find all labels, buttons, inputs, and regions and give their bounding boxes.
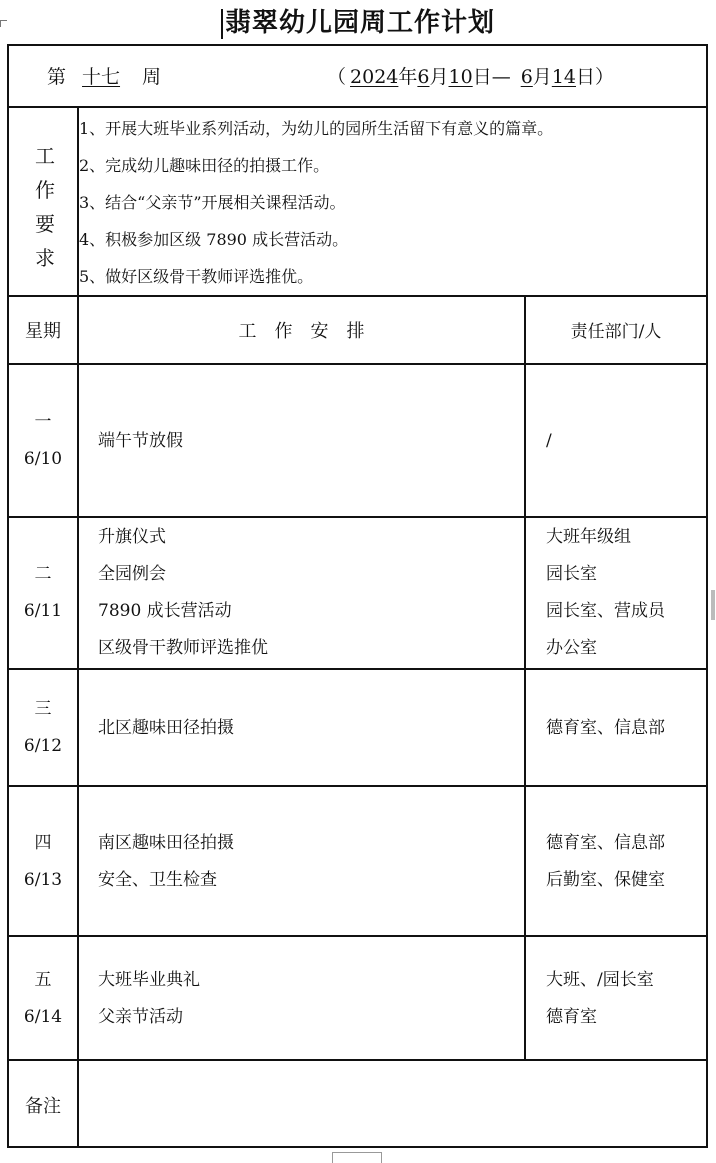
task-item[interactable]: 7890 成长营活动 xyxy=(98,601,232,621)
task-item[interactable]: 北区趣味田径拍摄 xyxy=(98,718,234,738)
task-list xyxy=(98,423,183,460)
weekday-cell xyxy=(9,691,77,765)
end-day[interactable]: 14 xyxy=(551,66,576,88)
row-divider xyxy=(9,785,706,787)
task-list xyxy=(98,962,200,1036)
requirement-item[interactable]: 1、开展大班毕业系列活动，为幼儿的园所生活留下有意义的篇章。 xyxy=(79,119,554,138)
owner-list xyxy=(546,519,665,667)
weekday-date: 6/10 xyxy=(23,449,63,469)
requirement-item[interactable]: 2、完成幼儿趣味田径的拍摄工作。 xyxy=(79,156,330,175)
page-break-tab xyxy=(332,1152,382,1163)
owner-list xyxy=(546,423,552,460)
owner-list xyxy=(546,710,665,747)
col-divider xyxy=(524,295,526,1061)
weekday-cell xyxy=(9,404,77,478)
margin-marker xyxy=(711,590,715,620)
weekday-cell xyxy=(9,556,77,630)
owner-item[interactable]: 园长室 xyxy=(546,564,597,584)
week-number[interactable]: 十七 xyxy=(82,66,121,88)
weekday-date: 6/13 xyxy=(23,870,63,890)
row-divider xyxy=(9,106,706,108)
weekday-name: 五 xyxy=(34,970,52,990)
owner-item[interactable]: 大班、/园长室 xyxy=(546,970,654,990)
task-item[interactable]: 区级骨干教师评选推优 xyxy=(98,638,268,658)
owner-item[interactable]: 后勤室、保健室 xyxy=(546,870,665,890)
row-divider xyxy=(9,516,706,518)
weekday-name: 三 xyxy=(34,699,52,719)
task-item[interactable]: 全园例会 xyxy=(98,564,166,584)
weekday-date: 6/11 xyxy=(23,601,63,621)
weekday-date: 6/12 xyxy=(23,736,63,756)
task-list xyxy=(98,825,234,899)
owner-item[interactable]: 德育室、信息部 xyxy=(546,718,665,738)
task-list xyxy=(98,519,268,667)
text-cursor xyxy=(221,9,223,39)
remarks-label: 备注 xyxy=(25,1096,61,1117)
weekday-date: 6/14 xyxy=(23,1007,63,1027)
owner-item[interactable]: 大班年级组 xyxy=(546,527,631,547)
weekday-name: 四 xyxy=(34,833,52,853)
year[interactable]: 2024 xyxy=(350,66,399,88)
header-schedule: 工 作 安 排 xyxy=(238,321,365,342)
start-day[interactable]: 10 xyxy=(448,66,473,88)
task-item[interactable]: 升旗仪式 xyxy=(98,527,166,547)
header-responsible: 责任部门/人 xyxy=(570,322,662,342)
requirements-label-char: 工 xyxy=(35,144,55,168)
page-title xyxy=(0,2,716,39)
requirement-item[interactable]: 3、结合“父亲节”开展相关课程活动。 xyxy=(79,193,346,212)
row-divider xyxy=(9,295,706,297)
weekday-cell xyxy=(9,825,77,899)
owner-item[interactable]: 办公室 xyxy=(546,638,597,658)
task-list xyxy=(98,710,234,747)
row-divider xyxy=(9,363,706,365)
row-divider xyxy=(9,935,706,937)
requirement-item[interactable]: 5、做好区级骨干教师评选推优。 xyxy=(79,267,314,286)
week-label: 第 十七 周 xyxy=(47,66,162,88)
task-item[interactable]: 端午节放假 xyxy=(98,431,183,451)
owner-item[interactable]: 德育室 xyxy=(546,1007,597,1027)
requirements-label-char: 要 xyxy=(35,212,55,236)
owner-list xyxy=(546,962,654,1036)
owner-item[interactable]: 园长室、营成员 xyxy=(546,601,665,621)
start-month[interactable]: 6 xyxy=(417,66,430,88)
owner-item[interactable]: / xyxy=(546,431,552,451)
weekday-name: 一 xyxy=(34,412,52,432)
weekday-cell xyxy=(9,962,77,1036)
plan-table xyxy=(7,44,708,1148)
task-item[interactable]: 父亲节活动 xyxy=(98,1007,183,1027)
task-item[interactable]: 安全、卫生检查 xyxy=(98,870,217,890)
col-divider xyxy=(77,106,79,1146)
remarks-content[interactable] xyxy=(79,1061,706,1146)
title-text[interactable]: 翡翠幼儿园周工作计划 xyxy=(224,8,495,38)
owner-list xyxy=(546,825,665,899)
date-range: （ 2024年6月10日— 6月14日） xyxy=(327,66,615,88)
header-weekday: 星期 xyxy=(25,321,61,342)
task-item[interactable]: 大班毕业典礼 xyxy=(98,970,200,990)
task-item[interactable]: 南区趣味田径拍摄 xyxy=(98,833,234,853)
requirement-item[interactable]: 4、积极参加区级 7890 成长营活动。 xyxy=(79,230,349,249)
owner-item[interactable]: 德育室、信息部 xyxy=(546,833,665,853)
requirements-label-char: 作 xyxy=(35,178,55,202)
requirements-label-char: 求 xyxy=(35,246,55,270)
row-divider xyxy=(9,668,706,670)
weekday-name: 二 xyxy=(34,564,52,584)
end-month[interactable]: 6 xyxy=(520,66,533,88)
